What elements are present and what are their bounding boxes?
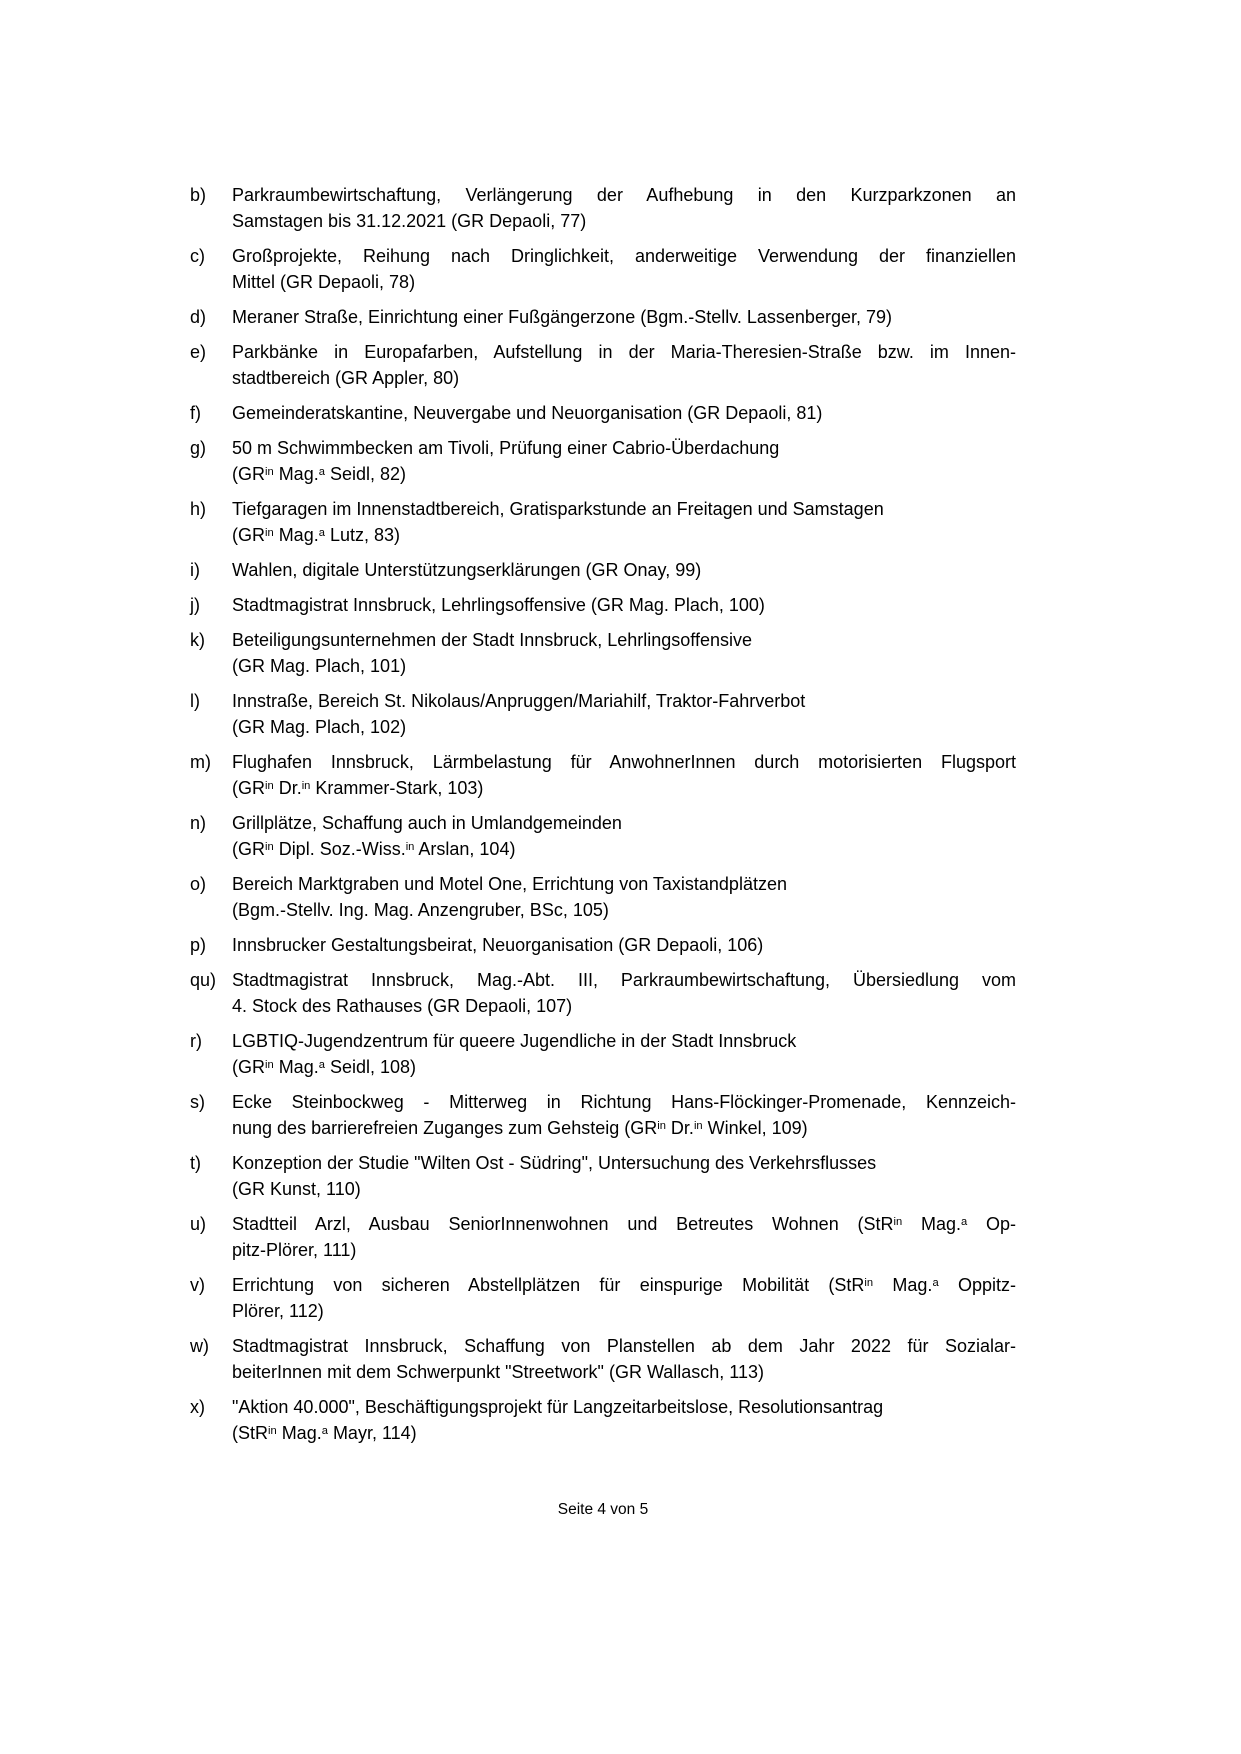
list-item bbox=[190, 304, 1016, 330]
item-text bbox=[232, 1333, 1016, 1385]
item-text bbox=[232, 400, 1016, 426]
list-item bbox=[190, 435, 1016, 487]
item-label: j) bbox=[190, 595, 200, 615]
item-text-line: (Bgm.-Stellv. Ing. Mag. Anzengruber, BSc, 105) bbox=[232, 900, 609, 920]
list-item bbox=[190, 496, 1016, 548]
item-text bbox=[232, 1394, 1016, 1446]
item-text-line: (GR Mag. Plach, 101) bbox=[232, 656, 407, 676]
item-label: v) bbox=[190, 1275, 205, 1295]
item-text-line: Grillplätze, Schaffung auch in Umlandgemeinden bbox=[232, 813, 622, 833]
list-item bbox=[190, 967, 1016, 1019]
item-text-line: Wahlen, digitale Unterstützungserklärungen (GR Onay, 99) bbox=[232, 560, 702, 580]
item-text bbox=[232, 557, 1016, 583]
list-item bbox=[190, 182, 1016, 234]
item-label: u) bbox=[190, 1214, 207, 1234]
item-text-line: Parkraumbewirtschaftung, Verlängerung der Aufhebung in den Kurzparkzonen an bbox=[232, 185, 1016, 205]
item-text-line: Stadtmagistrat Innsbruck, Mag.-Abt. III, Parkraumbewirtschaftung, Übersiedlung vom bbox=[232, 970, 1016, 990]
item-text bbox=[232, 592, 1016, 618]
item-label: m) bbox=[190, 752, 211, 772]
item-text bbox=[232, 339, 1016, 391]
item-text bbox=[232, 182, 1016, 234]
item-text-line: Gemeinderatskantine, Neuvergabe und Neuorganisation (GR Depaoli, 81) bbox=[232, 403, 823, 423]
item-label: t) bbox=[190, 1153, 201, 1173]
item-text-line: Ecke Steinbockweg - Mitterweg in Richtung Hans-Flöckinger-Promenade, Kennzeich- bbox=[232, 1092, 1016, 1112]
item-label: f) bbox=[190, 403, 201, 423]
agenda-list bbox=[190, 182, 1016, 1455]
item-text-line: Innstraße, Bereich St. Nikolaus/Anpruggen/Mariahilf, Traktor-Fahrverbot bbox=[232, 691, 806, 711]
item-text bbox=[232, 496, 1016, 548]
list-item bbox=[190, 1150, 1016, 1202]
item-text-line: Stadtmagistrat Innsbruck, Lehrlingsoffensive (GR Mag. Plach, 100) bbox=[232, 595, 765, 615]
item-label: d) bbox=[190, 307, 207, 327]
item-label: g) bbox=[190, 438, 207, 458]
item-text-line: Samstagen bis 31.12.2021 (GR Depaoli, 77) bbox=[232, 211, 587, 231]
list-item bbox=[190, 557, 1016, 583]
list-item bbox=[190, 592, 1016, 618]
item-label: qu) bbox=[190, 970, 217, 990]
item-text-line: Flughafen Innsbruck, Lärmbelastung für AnwohnerInnen durch motorisierten Flugsport bbox=[232, 752, 1016, 772]
item-text-line: Plörer, 112) bbox=[232, 1301, 324, 1321]
item-text-line: pitz-Plörer, 111) bbox=[232, 1240, 357, 1260]
item-label: n) bbox=[190, 813, 207, 833]
item-text bbox=[232, 243, 1016, 295]
item-text-line: 50 m Schwimmbecken am Tivoli, Prüfung einer Cabrio-Überdachung bbox=[232, 438, 780, 458]
list-item bbox=[190, 932, 1016, 958]
list-item bbox=[190, 871, 1016, 923]
item-text-line: Errichtung von sicheren Abstellplätzen für einspurige Mobilität (StR$^{in}$ Mag.$^a$ Oppitz- bbox=[232, 1275, 1016, 1295]
item-text-line: (StR$^{in}$ Mag.$^a$ Mayr, 114) bbox=[232, 1423, 417, 1443]
item-text bbox=[232, 749, 1016, 801]
item-text bbox=[232, 304, 1016, 330]
item-label: c) bbox=[190, 246, 205, 266]
item-label: l) bbox=[190, 691, 200, 711]
list-item bbox=[190, 339, 1016, 391]
item-label: e) bbox=[190, 342, 207, 362]
item-text-line: Beteiligungsunternehmen der Stadt Innsbruck, Lehrlingsoffensive bbox=[232, 630, 752, 650]
list-item bbox=[190, 1394, 1016, 1446]
item-text bbox=[232, 932, 1016, 958]
item-text-line: stadtbereich (GR Appler, 80) bbox=[232, 368, 460, 388]
item-text-line: Großprojekte, Reihung nach Dringlichkeit, anderweitige Verwendung der finanziellen bbox=[232, 246, 1016, 266]
item-label: r) bbox=[190, 1031, 202, 1051]
item-label: i) bbox=[190, 560, 200, 580]
item-text-line: Konzeption der Studie "Wilten Ost - Südring", Untersuchung des Verkehrsflusses bbox=[232, 1153, 877, 1173]
item-text bbox=[232, 810, 1016, 862]
item-label: k) bbox=[190, 630, 205, 650]
item-text bbox=[232, 871, 1016, 923]
item-text-line: Parkbänke in Europafarben, Aufstellung in der Maria-Theresien-Straße bzw. im Innen- bbox=[232, 342, 1016, 362]
item-text-line: Tiefgaragen im Innenstadtbereich, Gratisparkstunde an Freitagen und Samstagen bbox=[232, 499, 884, 519]
item-text bbox=[232, 967, 1016, 1019]
list-item bbox=[190, 1333, 1016, 1385]
item-text-line: 4. Stock des Rathauses (GR Depaoli, 107) bbox=[232, 996, 573, 1016]
item-text-line: "Aktion 40.000", Beschäftigungsprojekt für Langzeitarbeitslose, Resolutionsantrag bbox=[232, 1397, 884, 1417]
list-item bbox=[190, 749, 1016, 801]
item-text-line: nung des barrierefreien Zuganges zum Gehsteig ($GR^{in}$ Dr.$^{in}$ Winkel, 109) bbox=[232, 1118, 808, 1138]
item-text bbox=[232, 627, 1016, 679]
item-label: p) bbox=[190, 935, 207, 955]
item-text bbox=[232, 1211, 1016, 1263]
item-text bbox=[232, 1150, 1016, 1202]
item-text-line: LGBTIQ-Jugendzentrum für queere Jugendliche in der Stadt Innsbruck bbox=[232, 1031, 797, 1051]
item-text-line: ($GR^{in}$ Mag.$^a$ Seidl, 82) bbox=[232, 464, 406, 484]
item-label: w) bbox=[190, 1336, 209, 1356]
item-text-line: ($GR^{in}$ Dr.$^{in}$ Krammer-Stark, 103) bbox=[232, 778, 484, 798]
list-item bbox=[190, 1272, 1016, 1324]
list-item bbox=[190, 243, 1016, 295]
item-text-line: ($GR^{in}$ Mag.$^a$ Lutz, 83) bbox=[232, 525, 400, 545]
item-text bbox=[232, 1028, 1016, 1080]
list-item bbox=[190, 400, 1016, 426]
item-label: h) bbox=[190, 499, 207, 519]
item-text-line: Bereich Marktgraben und Motel One, Errichtung von Taxistandplätzen bbox=[232, 874, 787, 894]
list-item bbox=[190, 1089, 1016, 1141]
item-label: b) bbox=[190, 185, 207, 205]
item-text bbox=[232, 688, 1016, 740]
item-text-line: ($GR^{in}$ Mag.$^a$ Seidl, 108) bbox=[232, 1057, 416, 1077]
list-item bbox=[190, 1028, 1016, 1080]
item-text-line: Stadtteil Arzl, Ausbau SeniorInnenwohnen und Betreutes Wohnen (StR$^{in}$ Mag.$^a$ Op- bbox=[232, 1214, 1017, 1234]
item-label: x) bbox=[190, 1397, 205, 1417]
item-text-line: ($GR^{in}$ Dipl. Soz.-Wiss.$^{in}$ Arslan, 104) bbox=[232, 839, 516, 859]
item-label: o) bbox=[190, 874, 207, 894]
page-number-text: Seite 4 von 5 bbox=[557, 1501, 649, 1518]
item-text-line: Meraner Straße, Einrichtung einer Fußgängerzone (Bgm.-Stellv. Lassenberger, 79) bbox=[232, 307, 892, 327]
item-text bbox=[232, 435, 1016, 487]
list-item bbox=[190, 1211, 1016, 1263]
item-text-line: (GR Mag. Plach, 102) bbox=[232, 717, 407, 737]
item-text-line: Mittel (GR Depaoli, 78) bbox=[232, 272, 416, 292]
item-text bbox=[232, 1089, 1016, 1141]
list-item bbox=[190, 688, 1016, 740]
page-footer bbox=[190, 1500, 1016, 1520]
list-item bbox=[190, 627, 1016, 679]
item-text-line: (GR Kunst, 110) bbox=[232, 1179, 361, 1199]
list-item bbox=[190, 810, 1016, 862]
item-text-line: beiterInnen mit dem Schwerpunkt "Streetwork" (GR Wallasch, 113) bbox=[232, 1362, 764, 1382]
item-text-line: Stadtmagistrat Innsbruck, Schaffung von Planstellen ab dem Jahr 2022 für Sozialar- bbox=[232, 1336, 1016, 1356]
item-text bbox=[232, 1272, 1016, 1324]
item-text-line: Innsbrucker Gestaltungsbeirat, Neuorganisation (GR Depaoli, 106) bbox=[232, 935, 764, 955]
item-label: s) bbox=[190, 1092, 205, 1112]
